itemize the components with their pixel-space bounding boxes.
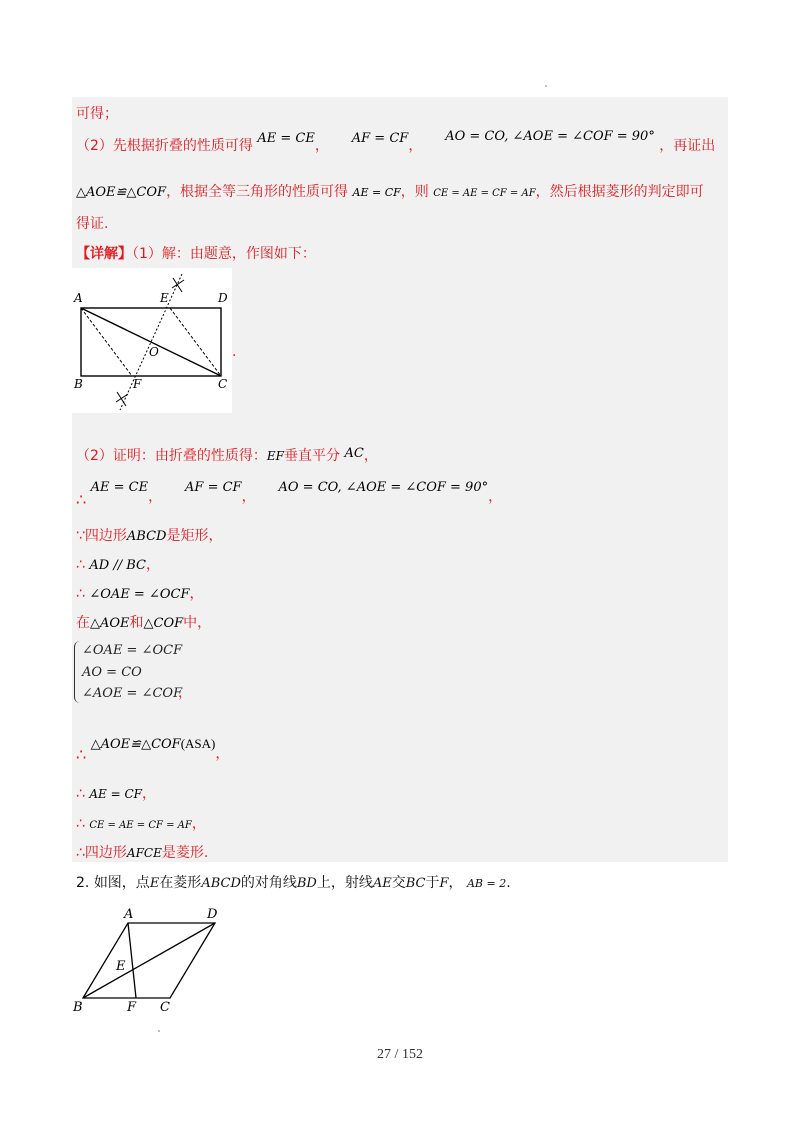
system-line-1: ∠OAE = ∠OCF: [82, 643, 183, 658]
rectangle-fold-diagram: [72, 268, 232, 413]
equation-system-brace: [74, 641, 81, 703]
therefore-symbol: ∴: [76, 745, 87, 764]
page-number: 27 / 152: [377, 1047, 423, 1062]
equation: AE = CE: [257, 131, 315, 146]
page-current: 27: [377, 1047, 392, 1062]
proof-step-5: 在△AOE和△COF中，: [76, 615, 212, 631]
equation: AO = CO, ∠AOE = ∠COF = 90°: [278, 480, 489, 495]
equation: ABCD: [126, 529, 167, 544]
solution-text: （2）先根据折叠的性质可得: [76, 138, 253, 154]
label-a: A: [74, 291, 83, 305]
figure-1: [72, 268, 232, 413]
question-2: 2. 如图，点E在菱形ABCD的对角线BD上，射线AE交BC于F， AB = 2.: [76, 875, 511, 891]
speck: [545, 85, 547, 87]
solution-text: ，再证出: [659, 138, 716, 154]
proof-step-7: ∴ AE = CF，: [76, 786, 156, 802]
solution-line-4: [76, 213, 108, 233]
proof-intro: [76, 445, 378, 465]
therefore-symbol: ∴: [76, 490, 87, 509]
equation: AF = CF: [185, 480, 242, 495]
proof-step-4: ∴ ∠OAE = ∠OCF，: [76, 586, 204, 602]
proof-step-6: ∴ △AOE≌△COF(ASA)，: [76, 736, 230, 764]
solution-text: 可得；: [76, 106, 118, 122]
equation: △AOE≌△COF: [90, 737, 181, 752]
solution-text: ，则: [400, 184, 429, 200]
solution-text: ，: [363, 448, 378, 464]
label-a: A: [124, 907, 134, 922]
solution-text: 垂直平分: [284, 448, 341, 464]
label-e: E: [160, 291, 169, 305]
label-d: D: [207, 907, 218, 922]
solution-line-1: [76, 103, 118, 123]
figure-1-period: .: [232, 344, 237, 360]
equation: △AOE≌△COF: [76, 185, 167, 200]
label-f: F: [127, 1000, 137, 1015]
system-line-2: AO = CO: [82, 665, 142, 680]
solution-line-2: （2）先根据折叠的性质可得 AE = CE， AF = CF， AO = CO, ∠AOE = ∠COF = 90° ，再证出: [76, 129, 716, 154]
equation: AFCE: [126, 846, 162, 860]
label-b: B: [74, 377, 83, 391]
solution-text: （2）证明：由折叠的性质得：: [76, 448, 267, 464]
label-d: D: [218, 291, 228, 305]
therefore-symbol: ∴: [76, 557, 85, 573]
detail-label: 【详解】: [76, 246, 132, 262]
equation: AE = CF: [89, 787, 142, 801]
solution-text: ，根据全等三角形的性质可得: [166, 184, 349, 200]
solution-text: 得证.: [76, 216, 109, 232]
proof-step-8: ∴ CE = AE = CF = AF，: [76, 816, 206, 832]
equation: AE = CE: [90, 480, 149, 495]
equation: ∠OAE = ∠OCF: [89, 587, 190, 602]
proof-step-1: ∴ AE = CE， AF = CF， AO = CO, ∠AOE = ∠COF = 90°，: [76, 480, 503, 509]
system-line-3: ∠AOE = ∠COF: [82, 686, 183, 701]
rhombus-diagram: [70, 903, 230, 1018]
equation: AF = CF: [351, 131, 409, 146]
equation: △COF: [143, 616, 184, 631]
solution-text: （1）解：由题意，作图如下：: [132, 246, 316, 262]
system-comma: ，: [178, 685, 192, 701]
label-b: B: [73, 1000, 83, 1015]
label-o: O: [149, 345, 159, 359]
page-total: 152: [401, 1047, 423, 1062]
asa-label: (ASA): [180, 736, 216, 751]
label-e: E: [116, 959, 126, 974]
label-c: C: [160, 1000, 170, 1015]
equation: AO = CO, ∠AOE = ∠COF = 90°: [445, 129, 655, 144]
equation: AC: [344, 446, 364, 461]
proof-step-2: ∵四边形ABCD是矩形，: [76, 528, 223, 544]
equation: △AOE: [90, 616, 130, 631]
speck: [158, 1030, 160, 1032]
solution-text: ，然后根据菱形的判定即可: [535, 184, 704, 200]
equation: AE = CF: [352, 186, 401, 199]
label-f: F: [133, 377, 142, 391]
proof-step-9: ∴四边形AFCE是菱形.: [76, 845, 209, 861]
figure-2: [70, 903, 230, 1018]
therefore-symbol: ∴: [76, 816, 85, 832]
therefore-symbol: ∴: [76, 845, 85, 861]
equation: EF: [266, 449, 285, 463]
because-symbol: ∵: [76, 528, 85, 544]
solution-line-3: [76, 181, 704, 201]
question-number: 2.: [76, 875, 90, 891]
therefore-symbol: ∴: [76, 586, 85, 602]
label-c: C: [218, 377, 228, 391]
equation: AD // BC: [89, 558, 146, 573]
proof-step-3: ∴ AD // BC，: [76, 557, 160, 573]
detail-heading: [76, 243, 316, 263]
equation: CE = AE = CF = AF: [89, 820, 192, 831]
therefore-symbol: ∴: [76, 786, 85, 802]
equation: CE = AE = CF = AF: [433, 188, 536, 199]
